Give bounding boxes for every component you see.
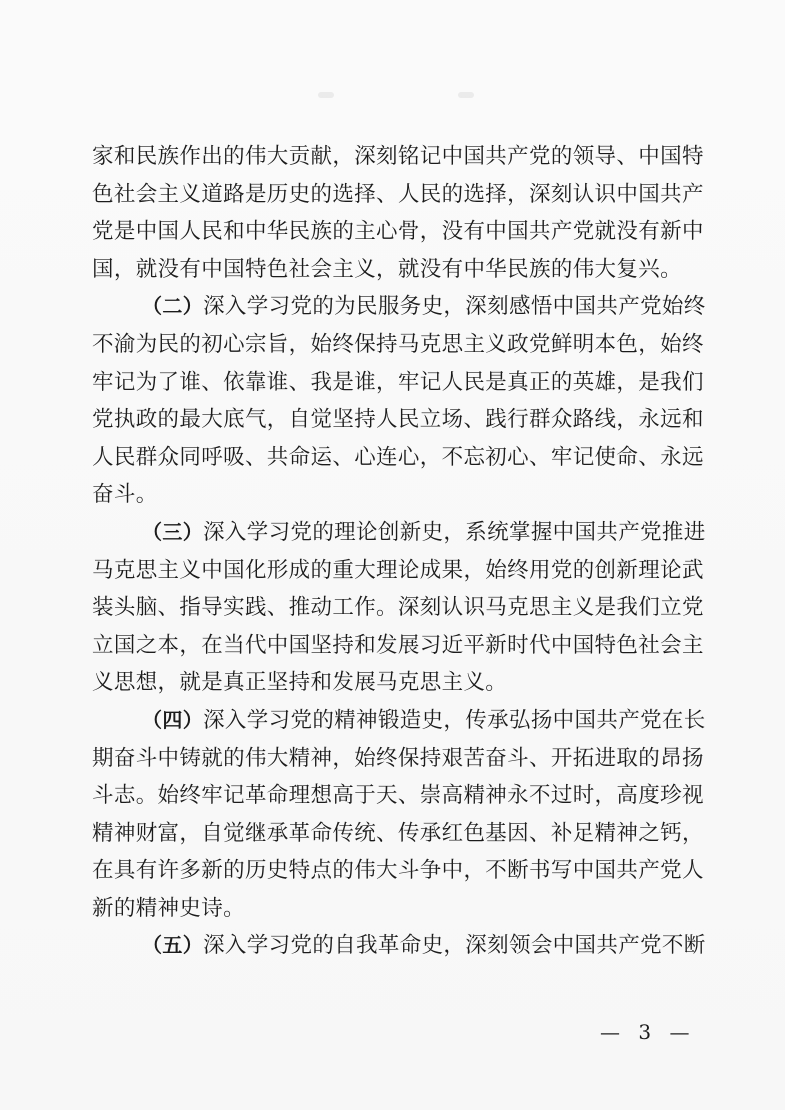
text-line [92, 815, 712, 853]
line-text: 装头脑、指导实践、推动工作。深刻认识马克思主义是我们立党 [92, 595, 704, 621]
text-line [92, 664, 712, 702]
text-line [92, 852, 712, 890]
text-line [92, 251, 712, 289]
line-text: 党是中国人民和中华民族的主心骨，没有中国共产党就没有新中 [92, 219, 704, 245]
line-text: 精神财富，自觉继承革命传统、传承红色基因、补足精神之钙， [92, 820, 704, 846]
section-label: （四） [142, 707, 204, 732]
text-line [92, 552, 712, 590]
text-line [92, 326, 712, 364]
line-text: 立国之本，在当代中国坚持和发展习近平新时代中国特色社会主 [92, 632, 704, 658]
section-label: （五） [142, 933, 204, 958]
line-text: 不渝为民的初心宗旨，始终保持马克思主义政党鲜明本色，始终 [92, 331, 704, 357]
line-text: 斗志。始终牢记革命理想高于天、崇高精神永不过时，高度珍视 [92, 783, 704, 809]
text-line [92, 439, 712, 477]
line-text: 深入学习党的自我革命史，深刻领会中国共产党不断 [203, 933, 706, 959]
text-line [92, 401, 712, 439]
line-text: 家和民族作出的伟大贡献，深刻铭记中国共产党的领导、中国特 [92, 144, 704, 169]
line-text: 党执政的最大底气，自觉坚持人民立场、践行群众路线，永远和 [92, 407, 704, 433]
line-text: 深入学习党的为民服务史，深刻感悟中国共产党始终 [203, 294, 706, 320]
text-line [92, 138, 712, 176]
text-line [92, 288, 712, 326]
text-line [92, 627, 712, 665]
section-label: （二） [142, 294, 204, 319]
line-text: 奋斗。 [92, 482, 158, 508]
scan-artifact [458, 92, 474, 98]
scan-artifact [318, 92, 334, 98]
line-text: 义思想，就是真正坚持和发展马克思主义。 [92, 670, 508, 696]
line-text: 深入学习党的理论创新史，系统掌握中国共产党推进 [203, 519, 706, 545]
text-line [92, 176, 712, 214]
line-text: 色社会主义道路是历史的选择、人民的选择，深刻认识中国共产 [92, 181, 704, 207]
text-line [92, 364, 712, 402]
text-line [92, 740, 712, 778]
text-line [92, 890, 712, 928]
text-line [92, 514, 712, 552]
line-text: 在具有许多新的历史特点的伟大斗争中，不断书写中国共产党人 [92, 858, 704, 884]
line-text: 人民群众同呼吸、共命运、心连心，不忘初心、牢记使命、永远 [92, 444, 704, 470]
line-text: 深入学习党的精神锻造史，传承弘扬中国共产党在长 [203, 707, 706, 733]
line-text: 期奋斗中铸就的伟大精神，始终保持艰苦奋斗、开拓进取的昂扬 [92, 745, 704, 771]
section-label: （三） [142, 519, 204, 544]
document-body [92, 138, 712, 965]
line-text: 国，就没有中国特色社会主义，就没有中华民族的伟大复兴。 [92, 256, 682, 282]
line-text: 牢记为了谁、依靠谁、我是谁，牢记人民是真正的英雄，是我们 [92, 369, 704, 395]
text-line [92, 927, 712, 965]
line-text: 新的精神史诗。 [92, 895, 245, 921]
text-line [92, 589, 712, 627]
text-line [92, 702, 712, 740]
text-line [92, 213, 712, 251]
text-line [92, 777, 712, 815]
page-number: — 3 — [600, 1020, 696, 1044]
text-line [92, 476, 712, 514]
line-text: 马克思主义中国化形成的重大理论成果，始终用党的创新理论武 [92, 557, 704, 583]
